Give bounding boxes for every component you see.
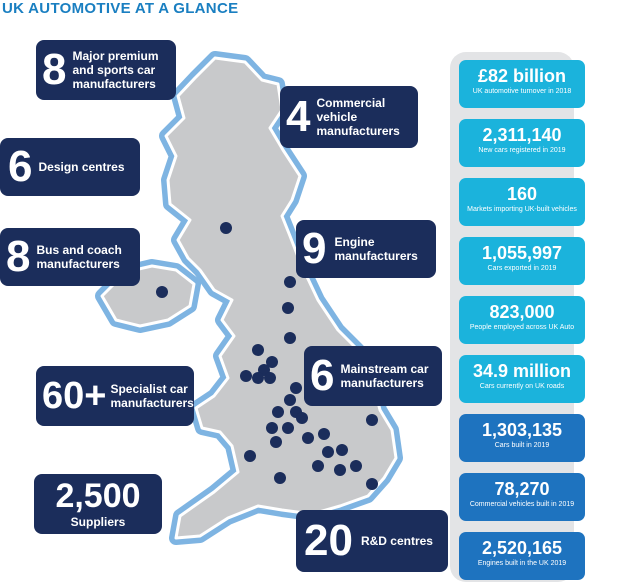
fact-rd-centres [296, 510, 448, 572]
fact-number: 6 [310, 351, 335, 400]
stat-on-roads [459, 355, 585, 403]
stat-value: 1,303,135 [481, 420, 563, 440]
stat-value: 823,000 [489, 302, 555, 322]
stat-turnover [459, 60, 585, 108]
fact-bus-coach [0, 228, 140, 286]
stat-cv-built [459, 473, 585, 521]
stat-employed [459, 296, 585, 344]
fact-number: 6 [8, 142, 33, 191]
fact-label: Suppliers [70, 515, 126, 529]
fact-label: Commercial vehicle manufacturers [316, 96, 400, 138]
stat-engines [459, 532, 585, 580]
fact-commercial-vehicle [280, 86, 418, 148]
stat-value: 1,055,997 [481, 243, 563, 263]
stat-value: 2,311,140 [482, 125, 562, 145]
fact-label: Mainstream car manufacturers [340, 362, 429, 390]
stat-exported [459, 237, 585, 285]
fact-number: 8 [6, 232, 31, 281]
stat-value: 160 [506, 184, 538, 204]
fact-suppliers [34, 474, 162, 534]
fact-number: 9 [302, 224, 327, 273]
stat-label: Commercial vehicles built in 2019 [469, 501, 575, 508]
fact-engine [296, 220, 436, 278]
fact-label: Engine manufacturers [334, 235, 418, 263]
stat-label: Markets importing UK-built vehicles [467, 206, 577, 213]
fact-label: Design centres [38, 160, 125, 174]
fact-number: 2,500 [55, 477, 141, 515]
fact-number: 8 [42, 45, 67, 94]
stat-label: Cars currently on UK roads [479, 383, 565, 390]
fact-label: Major premium and sports car manufacturers [72, 49, 159, 91]
fact-number: 4 [286, 92, 311, 141]
page-title: UK AUTOMOTIVE AT A GLANCE [2, 0, 239, 17]
stat-value: 34.9 million [472, 361, 572, 381]
stat-value: 2,520,165 [481, 538, 563, 558]
stat-cars-built [459, 414, 585, 462]
fact-mainstream [304, 346, 442, 406]
stat-value: 78,270 [494, 479, 550, 499]
fact-specialist [36, 366, 194, 426]
stat-new-cars [459, 119, 585, 167]
stat-markets [459, 178, 585, 226]
fact-premium-sports [36, 40, 176, 100]
stat-label: Cars built in 2019 [494, 442, 550, 449]
fact-label: R&D centres [360, 534, 433, 548]
stat-value: £82 billion [477, 66, 567, 86]
stat-label: UK automotive turnover in 2018 [472, 88, 572, 95]
fact-label: Bus and coach manufacturers [36, 243, 122, 271]
fact-label: Specialist car manufacturers [110, 382, 194, 410]
fact-number: 20 [304, 516, 353, 565]
stat-label: People employed across UK Auto [469, 324, 575, 331]
fact-number: 60+ [42, 375, 107, 417]
stat-label: Cars exported in 2019 [487, 265, 557, 272]
stat-label: Engines built in the UK 2019 [477, 560, 567, 567]
stat-label: New cars registered in 2019 [478, 147, 566, 154]
fact-design-centres [0, 138, 140, 196]
